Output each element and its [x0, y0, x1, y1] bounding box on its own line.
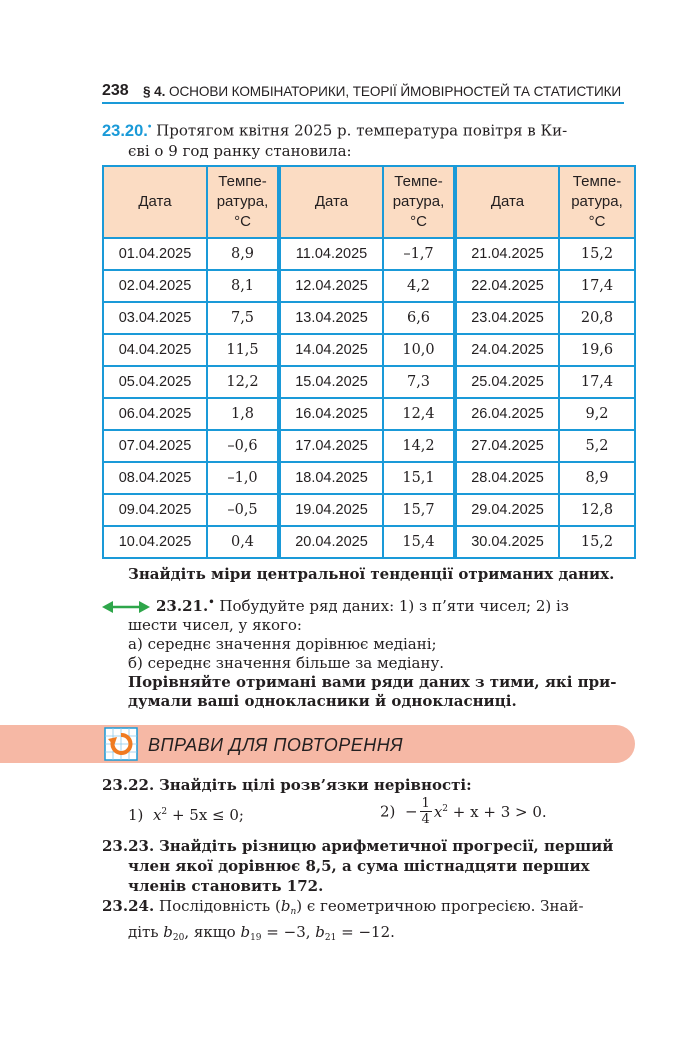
section-title: [143, 84, 621, 99]
column-header-temperature: Темпе- ратура, °С: [207, 166, 279, 238]
temperature-table: [102, 165, 636, 559]
date-cell: 21.04.2025: [455, 238, 559, 270]
inequality-2: 2) − $\frac{1}{4}$ $x^2 + x + 3 > 0$.: [380, 796, 547, 827]
table-row: [103, 494, 635, 526]
problem-text-line: шести чисел, у якого:: [128, 616, 302, 634]
problem-text-line: членів становить 172.: [128, 877, 324, 895]
problem-number: 23.22.: [102, 776, 155, 794]
table-row: [103, 398, 635, 430]
temperature-cell: 8,1: [207, 270, 279, 302]
date-cell: 30.04.2025: [455, 526, 559, 558]
page-number: 238: [102, 82, 129, 99]
running-header: [102, 82, 624, 104]
problem-text-line: думали ваші однокласники й однокласниці.: [128, 692, 517, 710]
temperature-cell: 17,4: [559, 270, 635, 302]
column-header-date: Дата: [103, 166, 207, 238]
column-header-temperature: Темпе- ратура, °С: [383, 166, 455, 238]
date-cell: 22.04.2025: [455, 270, 559, 302]
problem-number: 23.23.: [102, 837, 155, 855]
problem-number: 23.20.•: [102, 121, 152, 140]
date-cell: 10.04.2025: [103, 526, 207, 558]
temperature-cell: 6,6: [383, 302, 455, 334]
date-cell: 28.04.2025: [455, 462, 559, 494]
date-cell: 19.04.2025: [279, 494, 383, 526]
temperature-cell: –0,5: [207, 494, 279, 526]
problem-text-line: Знайдіть різницю арифметичної прогресії, перший: [158, 837, 614, 855]
date-cell: 25.04.2025: [455, 366, 559, 398]
inequality-1: 1) $x^2 + 5x \le 0$;: [128, 806, 244, 824]
temperature-cell: 17,4: [559, 366, 635, 398]
problem-23-23: [102, 836, 636, 896]
problem-text-line: єві о 9 год ранку становила:: [128, 141, 352, 160]
table-row: [103, 430, 635, 462]
problem-number: 23.24.: [102, 897, 155, 915]
problem-item-a: а) середнє значення дорівнює медіані;: [128, 635, 437, 653]
date-cell: 08.04.2025: [103, 462, 207, 494]
temperature-cell: 19,6: [559, 334, 635, 366]
review-title: ВПРАВИ ДЛЯ ПОВТОРЕННЯ: [148, 735, 404, 755]
table-row: [103, 526, 635, 558]
date-cell: 12.04.2025: [279, 270, 383, 302]
date-cell: 29.04.2025: [455, 494, 559, 526]
date-cell: 15.04.2025: [279, 366, 383, 398]
temperature-cell: 7,5: [207, 302, 279, 334]
problem-23-21: [102, 593, 634, 711]
table-row: [103, 366, 635, 398]
header-rule: [102, 102, 624, 104]
table-row: [103, 302, 635, 334]
table-row: [103, 270, 635, 302]
temperature-cell: 8,9: [559, 462, 635, 494]
date-cell: 03.04.2025: [103, 302, 207, 334]
date-cell: 20.04.2025: [279, 526, 383, 558]
date-cell: 13.04.2025: [279, 302, 383, 334]
temperature-cell: 12,8: [559, 494, 635, 526]
date-cell: 23.04.2025: [455, 302, 559, 334]
date-cell: 11.04.2025: [279, 238, 383, 270]
refresh-grid-icon: [104, 727, 138, 761]
temperature-cell: 15,1: [383, 462, 455, 494]
table-row: [103, 238, 635, 270]
date-cell: 18.04.2025: [279, 462, 383, 494]
temperature-cell: –1,7: [383, 238, 455, 270]
temperature-cell: 12,2: [207, 366, 279, 398]
temperature-cell: 20,8: [559, 302, 635, 334]
column-header-date: Дата: [279, 166, 383, 238]
temperature-cell: –1,0: [207, 462, 279, 494]
temperature-cell: 15,4: [383, 526, 455, 558]
temperature-cell: 15,7: [383, 494, 455, 526]
table-row: [103, 462, 635, 494]
date-cell: 07.04.2025: [103, 430, 207, 462]
temperature-cell: 5,2: [559, 430, 635, 462]
problem-23-20: [102, 117, 632, 161]
temperature-cell: 15,2: [559, 526, 635, 558]
section-mark: § 4.: [143, 84, 166, 99]
date-cell: 14.04.2025: [279, 334, 383, 366]
problem-text-line: член якої дорівнює 8,5, а сума шістнадцяти перших: [128, 857, 590, 875]
problem-text-line: діть $b_{20}$, якщо $b_{19} = -3$, $b_{21} = -12$.: [128, 923, 395, 943]
problem-text-line: Протягом квітня 2025 р. температура повітря в Ки-: [156, 121, 568, 140]
date-cell: 09.04.2025: [103, 494, 207, 526]
problem-text-line: Порівняйте отримані вами ряди даних з тими, які при-: [128, 673, 617, 691]
problem-23-24: [102, 896, 636, 948]
temperature-cell: 4,2: [383, 270, 455, 302]
temperature-cell: 8,9: [207, 238, 279, 270]
date-cell: 16.04.2025: [279, 398, 383, 430]
column-header-date: Дата: [455, 166, 559, 238]
date-cell: 04.04.2025: [103, 334, 207, 366]
double-arrow-icon: [102, 600, 150, 614]
problem-task: Знайдіть міри центральної тенденції отриманих даних.: [128, 565, 615, 583]
problem-text-line: Побудуйте ряд даних: 1) з п’яти чисел; 2) із: [219, 597, 569, 615]
date-cell: 24.04.2025: [455, 334, 559, 366]
temperature-cell: 7,3: [383, 366, 455, 398]
table-row: [103, 334, 635, 366]
temperature-cell: 15,2: [559, 238, 635, 270]
temperature-cell: –0,6: [207, 430, 279, 462]
problem-item-b: б) середнє значення більше за медіану.: [128, 654, 445, 672]
date-cell: 02.04.2025: [103, 270, 207, 302]
problem-text-line: Знайдіть цілі розв’язки нерівності:: [158, 776, 472, 794]
section-title-text: ОСНОВИ КОМБІНАТОРИКИ, ТЕОРІЇ ЙМОВІРНОСТЕЙ ТА СТАТИСТИКИ: [168, 84, 622, 99]
temperature-cell: 0,4: [207, 526, 279, 558]
column-header-temperature: Темпе- ратура, °С: [559, 166, 635, 238]
temperature-cell: 10,0: [383, 334, 455, 366]
date-cell: 05.04.2025: [103, 366, 207, 398]
date-cell: 01.04.2025: [103, 238, 207, 270]
table-header-row: [103, 166, 635, 238]
fraction: $\frac{1}{4}$: [421, 796, 430, 827]
temperature-cell: 1,8: [207, 398, 279, 430]
temperature-cell: 9,2: [559, 398, 635, 430]
problem-text-line: Послідовність $(b_n)$ є геометричною прогресією. Знай-: [158, 897, 584, 917]
date-cell: 26.04.2025: [455, 398, 559, 430]
temperature-cell: 14,2: [383, 430, 455, 462]
date-cell: 27.04.2025: [455, 430, 559, 462]
temperature-cell: 12,4: [383, 398, 455, 430]
date-cell: 17.04.2025: [279, 430, 383, 462]
problem-number: 23.21.•: [156, 597, 215, 615]
problem-23-22: [102, 776, 472, 794]
date-cell: 06.04.2025: [103, 398, 207, 430]
temperature-cell: 11,5: [207, 334, 279, 366]
